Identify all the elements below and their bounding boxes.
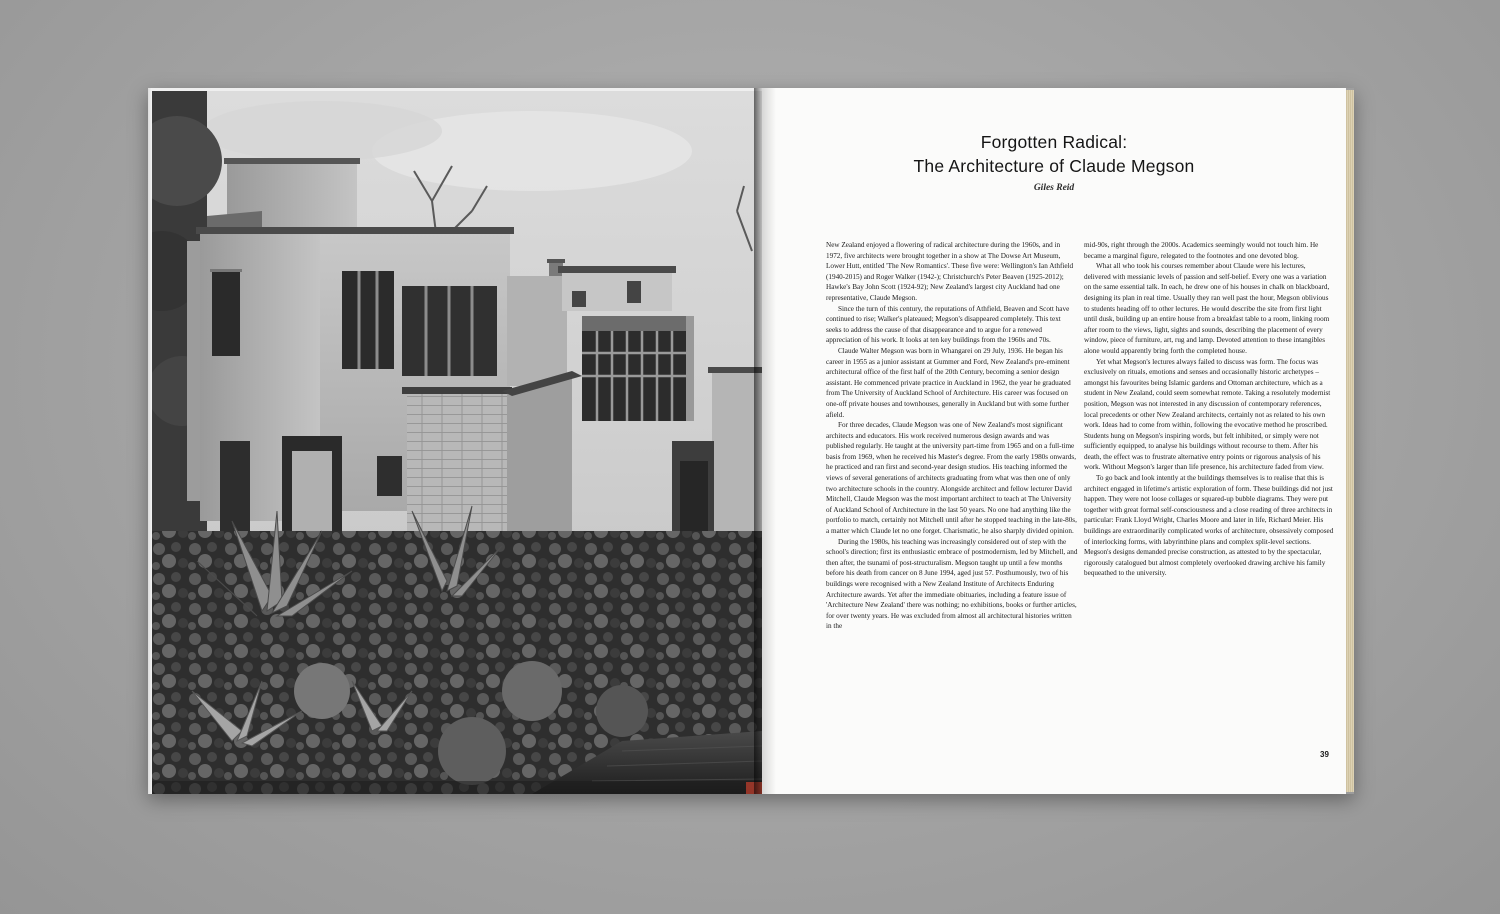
paragraph: Yet what Megson's lectures always failed to discuss was form. The focus was exclusively on rituals, emotions and senses and occasionally historic archetypes – amongst his favourites being Islamic gardens and Ottoman architecture, which as a student in New Zealand, could seem somewhat remote. Taking a resolutely modernist position, Megson was not interested in any discussion of contemporary references, local precedents or other New Zealand architects, certainly not as related to his own work. Ideas had to come from within, following the evocative method he proscribed. Students hung on Megson's inspiring words, but felt inhibited, or simply were not sufficiently equipped, to analyse his buildings without recourse to them. After his death, the effect was to frustrate alternative entry points or rigorous analysis of his work. Without Megson's larger than life presence, his architecture faded from view.	[1084, 357, 1331, 472]
author-byline: Giles Reid	[1033, 183, 1075, 193]
paragraph: What all who took his courses remember about Claude were his lectures, delivered with messianic levels of passion and self-belief. Every one was a variation on the same essential talk. In each, he drew one of his houses in chalk on blackboard, designing its plan in real time. Usually they ran well past the hour, Megson oblivious to students heading off to other lectures. He would describe the site from first light until dusk, building up an entire house from a breakfast table to a room, linking room after room to the views, light, sights and sounds, describing the placement of every window, piece of furniture, art, rug and lamp. Devoted attention to these intangibles alone would apparently bring forth the completed house.	[1084, 262, 1330, 355]
text-column-1	[826, 240, 1078, 632]
page-edge-accent	[746, 782, 762, 794]
magazine-spread	[148, 88, 1354, 794]
left-page	[148, 88, 762, 794]
paragraph: New Zealand enjoyed a flowering of radical architecture during the 1960s, and in 1972, five architects were brought together in a show at The Dowse Art Museum, Lower Hutt, entitled 'The New Romantics'. These five were: Wellington's Ian Athfield (1940-2015) and Roger Walker (1942-); Christchurch's Peter Beaven (1925-2012); Hawke's Bay John Scott (1924-92); New Zealand's largest city Auckland had one representative, Claude Megson.	[826, 241, 1074, 302]
house-photo	[152, 91, 762, 794]
paragraph: For three decades, Claude Megson was one of New Zealand's most significant architects and educators. His work received numerous design awards and was published regularly. He taught at the university part-time from 1965 and on a full-time basis from 1969, when he received his Master's degree. From the early 1980s onwards, he practiced and ran first and second-year design studios. His teaching informed the views of several generations of architects graduating from what was then one of only two architecture schools in the country. Alongside architect and fellow lecturer David Mitchell, Claude Megson was the most important architect to teach at The University of Auckland School of Architecture in the last 50 years. No one had anything like the portfolio to match, certainly not Mitchell until after he stopped teaching in the late-80s, a matter which Claude let no one forget. Charismatic, he also sharply divided opinion.	[826, 421, 1077, 536]
right-page	[762, 88, 1346, 794]
paragraph: Claude Walter Megson was born in Whangarei on 29 July, 1936. He began his career in 1955 as a junior assistant at Gummer and Ford, New Zealand's pre-eminent architectural office of the first half of the 20th Century, becoming a senior design assistant. He commenced private practice in Auckland in 1962, the year he graduated from The University of Auckland School of Architecture. His career was focused on one-off private houses and townhouses, generally in Auckland but with some further afield.	[826, 346, 1071, 419]
paragraph: Since the turn of this century, the reputations of Athfield, Beaven and Scott have continued to rise; Walker's plateaued; Megson's disappeared completely. This text seeks to address the cause of that disappearance and to argue for a renewed appreciation of his work. It looks at ten key buildings from the 1960s and 70s.	[826, 304, 1070, 345]
page-number: 39	[1320, 750, 1329, 759]
paragraph: To go back and look intently at the buildings themselves is to realise that this is architect engaged in lifetime's artistic exploration of form. These buildings did not just happen. They were not loose collages or squared-up bubble diagrams. They were put together with great formal self-consciousness and a close reading of three architects in particular: Frank Lloyd Wright, Charles Moore and later in life, Richard Meier. His buildings are extraordinarily complicated works of architecture, obsessively composed of interlocking forms, with labyrinthine plans and complex split-level sections. Megson's designs demanded precise construction, as attested to by the spectacular, rigorously catalogued but almost completely overlooked drawing archive his family bequeathed to the university.	[1084, 474, 1334, 578]
title-line-2: The Architecture of Claude Megson	[913, 156, 1195, 176]
page-block-edge	[1346, 90, 1354, 792]
text-column-2	[1084, 240, 1334, 579]
title-line-1: Forgotten Radical:	[980, 132, 1128, 152]
article-title	[762, 130, 1346, 178]
paragraph: mid-90s, right through the 2000s. Academics seemingly would not touch him. He became a marginal figure, relegated to the footnotes and one devoted blog.	[1084, 241, 1319, 260]
paragraph: During the 1980s, his teaching was increasingly considered out of step with the school's direction; first its enthusiastic embrace of postmodernism, led by Mitchell, and then after, the tsunami of post-structuralism. Megson taught up until a few months before his death from cancer on 8 June 1994, aged just 57. Posthumously, two of his buildings were recognised with a New Zealand Institute of Architects Enduring Architecture awards. Yet after the immediate obituaries, including a feature issue of 'Architecture New Zealand' there was nothing; no exhibitions, books or further articles, for over twenty years. He was excluded from almost all architectural histories written in the	[826, 537, 1078, 631]
